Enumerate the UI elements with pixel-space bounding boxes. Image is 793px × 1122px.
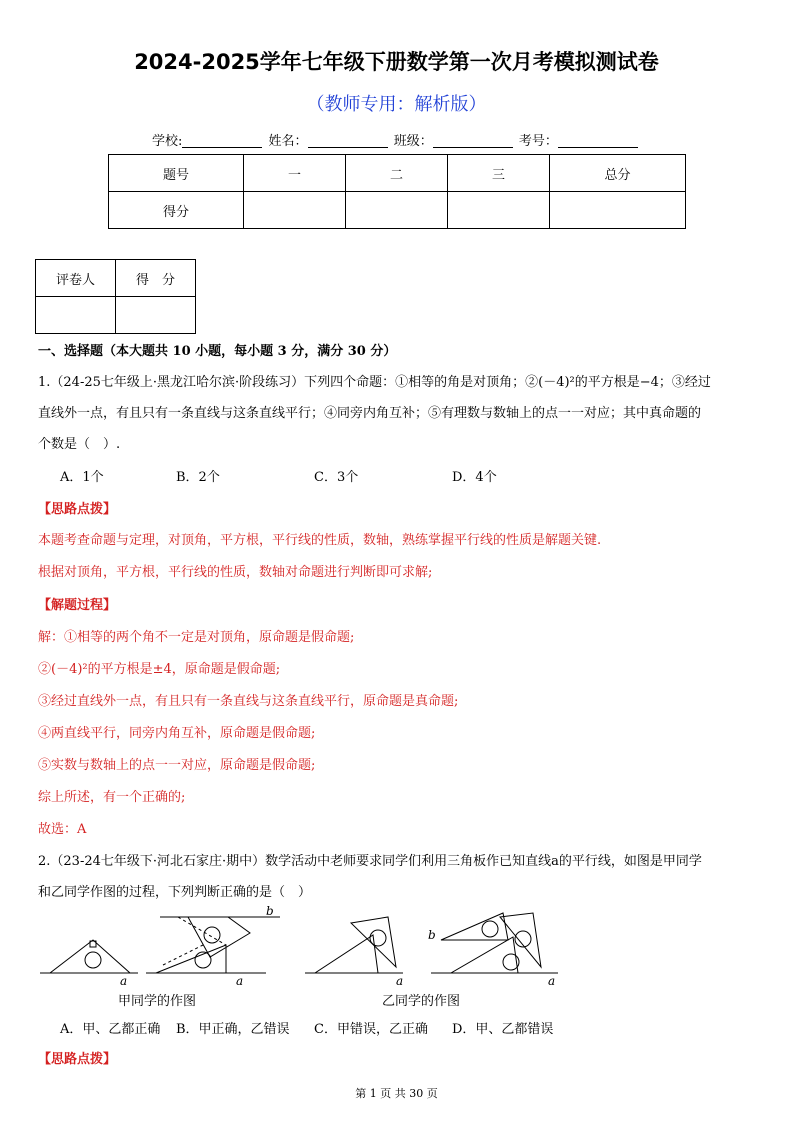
q2-stem-line-1: 2.（23-24七年级下·河北石家庄·期中）数学活动中老师要求同学们利用三角板作已知直线a的平行线，如图是甲同学 <box>38 854 702 869</box>
score-header-cell: 总分 <box>550 155 686 192</box>
q1-hint-line: 根据对顶角，平方根，平行线的性质，数轴对命题进行判断即可求解; <box>38 565 433 580</box>
score-header-cell: 题号 <box>109 155 244 192</box>
score-table-score-row <box>109 192 686 229</box>
q2-hint-title: 【思路点拨】 <box>38 1052 117 1067</box>
q1-stem-line-1: 1.（24-25七年级上·黑龙江哈尔滨·阶段练习）下列四个命题：①相等的角是对顶角；②(－4)²的平方根是−4；③经过 <box>38 375 711 390</box>
student-info-line <box>152 130 640 149</box>
caption-yi: 乙同学的作图 <box>382 994 461 1009</box>
score-cell[interactable] <box>550 192 686 229</box>
q1-step: ⑤实数与数轴上的点一一对应，原命题是假命题; <box>38 758 316 773</box>
jia-label-a: a <box>236 974 244 985</box>
q2-stem-line-2: 和乙同学作图的过程，下列判断正确的是（ ） <box>38 885 312 900</box>
q1-stem-line-2: 直线外一点，有且只有一条直线与这条直线平行；④同旁内角互补；⑤有理数与数轴上的点一一对应；其中真命题的 <box>38 406 702 421</box>
section-heading: 一、选择题（本大题共 10 小题，每小题 3 分，满分 30 分） <box>38 344 397 359</box>
q1-step: ②(－4)²的平方根是±4，原命题是假命题; <box>38 662 281 677</box>
q2-option-c[interactable]: C．甲错误，乙正确 <box>314 1022 428 1037</box>
q1-option-a[interactable]: A．1个 <box>60 470 104 485</box>
q2-option-b[interactable]: B．甲正确，乙错误 <box>176 1022 290 1037</box>
q1-process-title: 【解题过程】 <box>38 598 117 613</box>
yi-label-a: a <box>548 974 556 985</box>
jia-label-b: b <box>266 905 274 918</box>
score-table <box>108 154 686 229</box>
score-header-cell: 三 <box>448 155 550 192</box>
yi-label-b: b <box>428 928 436 942</box>
score-row-label: 得分 <box>109 192 244 229</box>
q1-hint-line: 本题考查命题与定理，对顶角，平方根，平行线的性质，数轴，熟练掌握平行线的性质是解题关键. <box>38 533 602 548</box>
score-cell[interactable] <box>448 192 550 229</box>
yi-label-a: a <box>396 974 404 985</box>
caption-jia: 甲同学的作图 <box>118 994 197 1009</box>
grader-score-label: 得 分 <box>116 260 196 297</box>
q1-step: ④两直线平行，同旁内角互补，原命题是假命题; <box>38 726 316 741</box>
name-blank[interactable] <box>308 133 388 148</box>
q1-option-d[interactable]: D．4个 <box>452 470 497 485</box>
score-table-header-row <box>109 155 686 192</box>
jia-label-a: a <box>120 974 128 985</box>
q1-option-b[interactable]: B．2个 <box>176 470 220 485</box>
q1-step: 综上所述，有一个正确的; <box>38 790 186 805</box>
class-blank[interactable] <box>433 133 513 148</box>
q1-step: ③经过直线外一点，有且只有一条直线与这条直线平行，原命题是真命题; <box>38 694 459 709</box>
page-footer: 第 1 页 共 30 页 <box>355 1087 438 1100</box>
q1-stem-line-3: 个数是（ ）. <box>38 437 121 452</box>
jia-step1-diagram <box>40 940 138 973</box>
grader-label: 评卷人 <box>36 260 116 297</box>
q1-hint-title: 【思路点拨】 <box>38 502 117 517</box>
q1-answer: 故选：A <box>38 822 87 837</box>
class-label: 班级： <box>393 134 433 149</box>
school-label: 学校: <box>152 134 183 149</box>
score-cell[interactable] <box>346 192 448 229</box>
name-label: 姓名： <box>268 134 308 149</box>
grader-cell[interactable] <box>36 297 116 334</box>
school-blank[interactable] <box>182 133 262 148</box>
score-header-cell: 一 <box>244 155 346 192</box>
yi-step2-diagram <box>431 913 558 973</box>
jia-step2-diagram <box>146 917 280 973</box>
grader-table <box>35 259 196 334</box>
page-subtitle: （教师专用：解析版） <box>306 94 487 115</box>
q2-option-a[interactable]: A．甲、乙都正确 <box>60 1022 161 1037</box>
q2-option-d[interactable]: D．甲、乙都错误 <box>452 1022 554 1037</box>
yi-step1-diagram <box>305 917 403 973</box>
q2-figure <box>38 905 578 985</box>
score-header-cell: 二 <box>346 155 448 192</box>
exam-no-label: 考号： <box>518 134 558 149</box>
q1-option-c[interactable]: C．3个 <box>314 470 359 485</box>
q1-step: 解：①相等的两个角不一定是对顶角，原命题是假命题; <box>38 630 355 645</box>
score-cell[interactable] <box>244 192 346 229</box>
page-title: 2024-2025学年七年级下册数学第一次月考模拟测试卷 <box>134 50 659 74</box>
grader-score-cell[interactable] <box>116 297 196 334</box>
exam-no-blank[interactable] <box>558 133 638 148</box>
